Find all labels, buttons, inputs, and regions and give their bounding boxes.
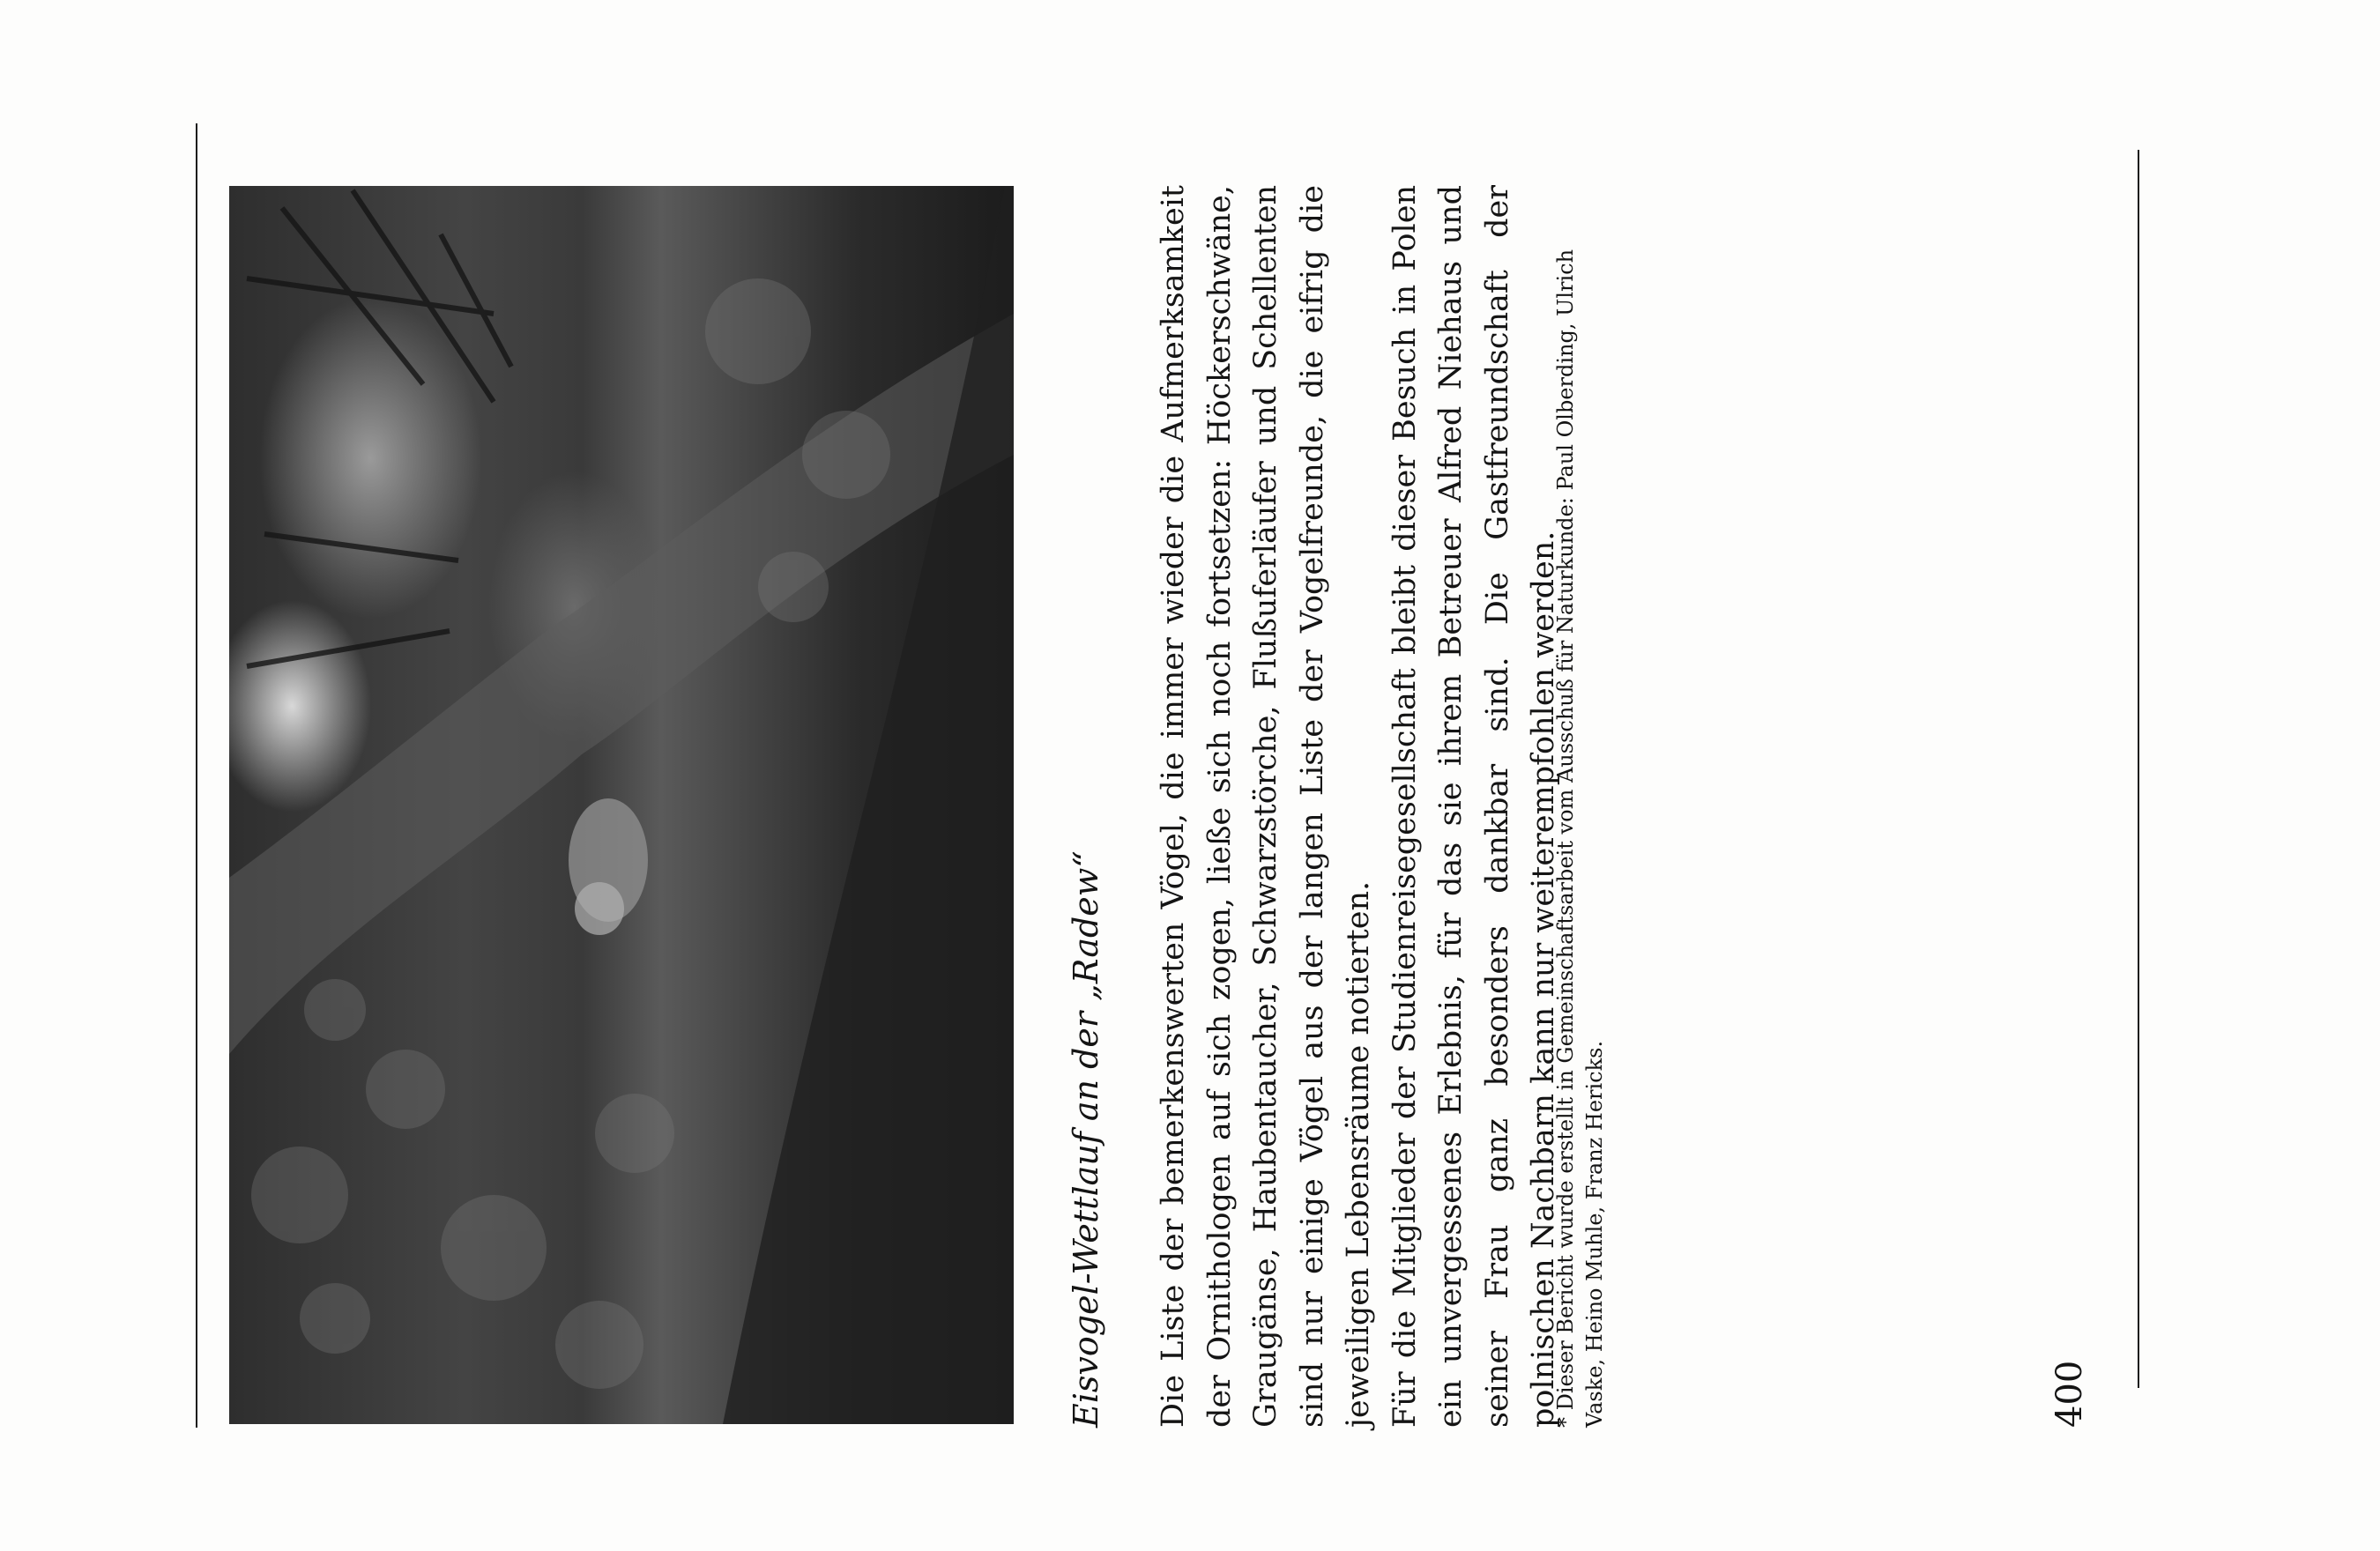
article-body	[1150, 185, 1567, 1428]
rotated-page	[141, 123, 2124, 1428]
river-bank-photo	[229, 186, 1014, 1424]
page-number: 400	[2049, 1360, 2090, 1428]
photo-caption: Eisvogel-Wettlauf an der „Radew“	[1067, 850, 1105, 1428]
bottom-rule	[2138, 150, 2139, 1388]
top-rule	[196, 123, 197, 1428]
paragraph-visit: Für die Mitglieder der Studienreisegesellschaft bleibt dieser Besuch in Polen ein unvergessenes Erlebnis, für das sie ihrem Betreuer Alfred Niehaus und seiner Frau ganz besonders dankbar sind. Die Gastfreundschaft der polnischen Nachbarn kann nur weiterempfohlen werden.	[1387, 185, 1561, 1428]
paragraph-bird-list: Die Liste der bemerkenswerten Vögel, die immer wieder die Aufmerksamkeit der Ornithologen auf sich zogen, ließe sich noch fortsetzen: Höckerschwäne, Graugänse, Haubentaucher, Schwarzstörche, Flußuferläufer und Schellenten sind nur einige Vögel aus der langen Liste der Vogelfreunde, die eifrig die jeweiligen Lebensräume notierten.	[1156, 185, 1376, 1428]
photo-texture	[229, 186, 1014, 1424]
footnote: * Dieser Bericht wurde erstellt in Gemeinschaftsarbeit vom Ausschuß für Naturkunde: Paul Olberding, Ulrich Vaske, Heino Muhle, Franz Hericks.	[1553, 249, 1607, 1428]
